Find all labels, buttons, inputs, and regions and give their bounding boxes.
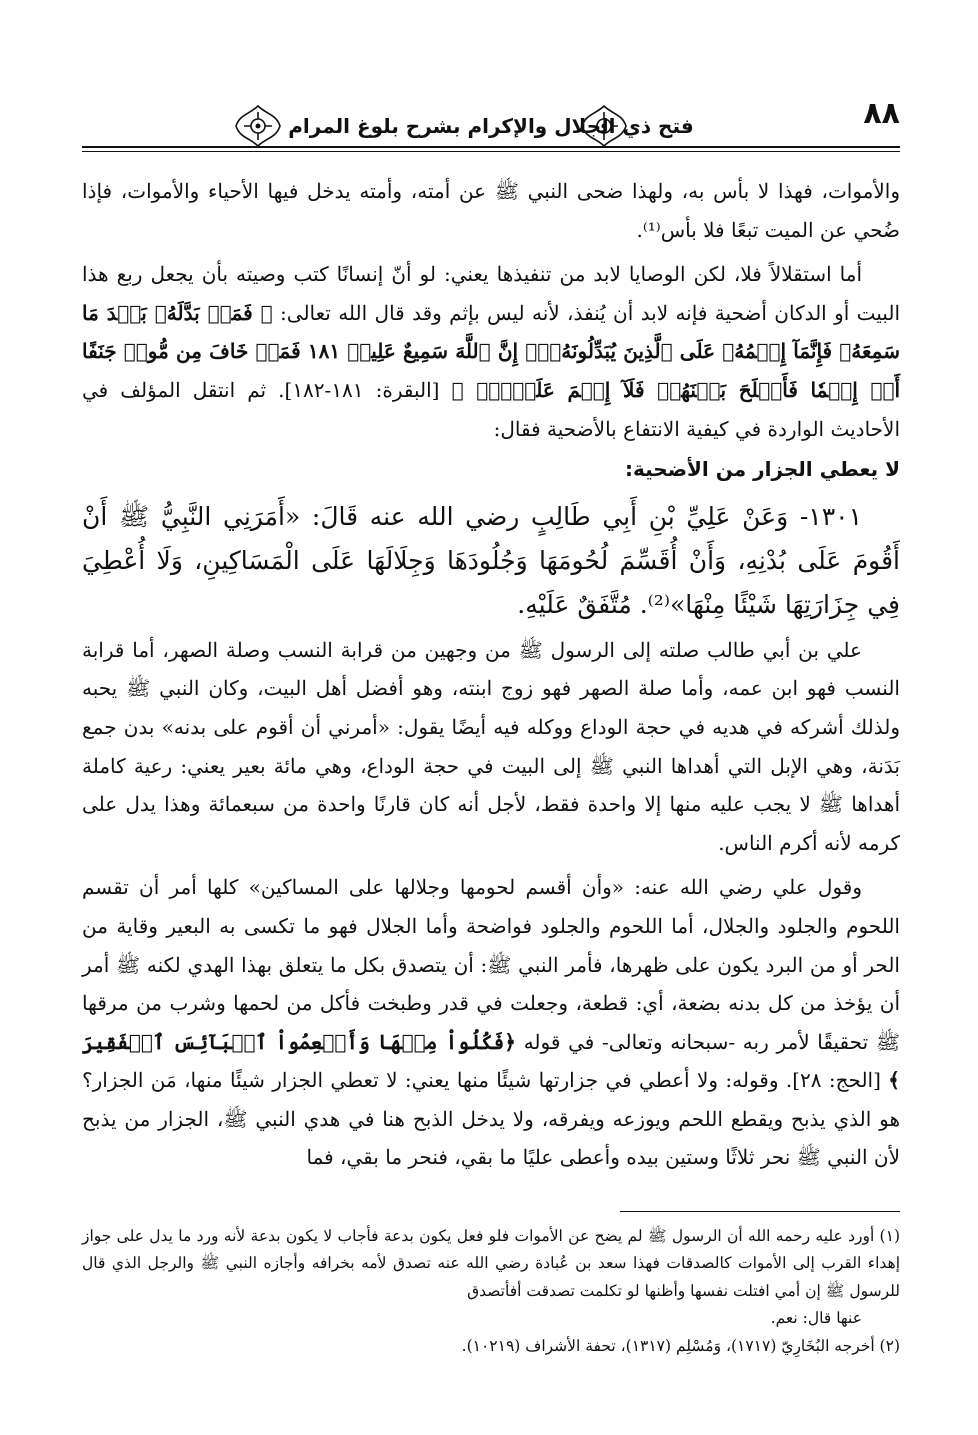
quran-verse: ﴿فَكُلُواْ مِنۡهَا وَأَطۡعِمُواْ ٱلۡبَآئِسَ ٱلۡفَقِيرَ ﴾	[82, 1029, 901, 1093]
hadith-text: ١٣٠١- وَعَنْ عَلِيِّ بْنِ أَبِي طَالِبٍ رضي الله عنه قَالَ: «أَمَرَنِي النَّبِيُّ ﷺ أَنْ أَقُومَ عَلَى بُدْنِهِ، وَأَنْ أُقَسِّمَ لُحُومَهَا وَجُلُودَهَا وَجِلَالَهَا عَلَى الْمَسَاكِينِ، وَلَا أُعْطِيَ فِي جِزَارَتِهَا شَيْئًا مِنْهَا»⁽²⁾. مُتَّفَقٌ عَلَيْهِ.	[82, 501, 900, 619]
paragraph	[82, 868, 900, 1177]
verse-reference: [الحج: ٢٨]	[792, 1068, 881, 1093]
section-heading: لا يعطي الجزار من الأضحية:	[624, 457, 900, 482]
footnote-continuation: عنها قال: نعم.	[770, 1309, 862, 1328]
page-header	[82, 96, 900, 156]
paragraph-text: أما استقلالاً فلا، لكن الوصايا لابد من تنفيذها يعني: لو أنّ إنسانًا كتب وصيته بأن يجعل ربع هذا البيت أو الدكان أضحية فإنه لابد أن يُنفذ، لأنه ليس بإثم وقد قال الله تعالى:	[82, 262, 900, 325]
header-rule	[82, 146, 900, 148]
paragraph: والأموات، فهذا لا بأس به، ولهذا ضحى النبي ﷺ عن أمته، وأمته يدخل فيها الأحياء والأموات، فإذا ضُحي عن الميت تبعًا فلا بأس⁽¹⁾.	[82, 179, 900, 242]
paragraph-text: . وقوله: ولا أعطي في جزارتها شيئًا منها يعني: لا تعطي الجزار شيئًا منها، مَن الجزار؟ هو الذي يذبح ويقطع اللحم ويوزعه ويفرقه، ولا يدخل الذبح هنا في هدي النبي ﷺ، الجزار من يذبح لأن النبي ﷺ نحر ثلاثًا وستين بيده وأعطى عليًا ما بقي، فنحر ما بقي، فما	[82, 1068, 900, 1170]
header-rule-thin	[82, 151, 900, 152]
paragraph-text: . ثم انتقل المؤلف في الأحاديث الواردة في كيفية الانتفاع بالأضحية فقال:	[82, 377, 900, 441]
footnote: (٢) أخرجه البُخَارِيّ (١٧١٧)، وَمُسْلِم (١٣١٧)، تحفة الأشراف (١٠٢١٩).	[461, 1336, 900, 1355]
footnote: (١) أورد عليه رحمه الله أن الرسول ﷺ لم يضح عن الأموات فلو فعل يكون بدعة فأجاب لا يكون بدعة لأنه ورد ما يدل على جواز إهداء القرب إلى الأموات كالصدقات فهذا سعد بن عُبادة رضي الله عنه تصدق لأمه بخرافه وأجازه النبي ﷺ والرجل الذي قال للرسول ﷺ إن أمي افتلت نفسها وأظنها لو تكلمت تصدقت أفأتصدق	[82, 1227, 900, 1300]
paragraph	[82, 255, 900, 448]
paragraph: علي بن أبي طالب صلته إلى الرسول ﷺ من وجهين من قرابة النسب وصلة الصهر، أما قرابة النسب فهو ابن عمه، وأما صلة الصهر فهو زوج ابنته، وهو أفضل أهل البيت، وكان النبي ﷺ يحبه ولذلك أشركه في هديه في حجة الوداع ووكله فيه أيضًا يقول: «أمرني أن أقوم على بدنه» بدن جمع بَدَنة، وهي الإبل التي أهداها النبي ﷺ إلى البيت في حجة الوداع، وهي مائة بعير يعني: رعية كاملة أهداها ﷺ لا يجب عليه منها إلا واحدة فقط، لأجل أنه كان قارنًا واحدة من سبعمائة وهذا يدل على كرمه لأنه أكرم الناس.	[82, 637, 900, 855]
paragraph-text: وقول علي رضي الله عنه: «وأن أقسم لحومها وجلالها على المساكين» كلها أمر أن تقسم اللحوم والجلود والجلال، أما اللحوم والجلود فواضحة وأما الجلال فهو ما تكسى به البعير وقاية من الحر أو من البرد يكون على ظهرها، فأمر النبي ﷺ: أن يتصدق بكل ما يتعلق بهذا الهدي لكنه ﷺ أمر أن يؤخذ من كل بدنه بضعة، أي: قطعة، وجعلت في قدر وطبخت فأكل من لحمها وشرب من مرقها ﷺ تحقيقًا لأمر ربه -سبحانه وتعالى- في قوله	[82, 875, 901, 1054]
main-text	[82, 172, 900, 1177]
footnotes	[82, 1223, 900, 1360]
footnote-rule	[620, 1211, 900, 1212]
page-number: ٨٨	[863, 96, 900, 131]
running-title: فتح ذي الجلال والإكرام بشرح بلوغ المرام	[288, 114, 694, 138]
verse-reference: [البقرة: ١٨١-١٨٢]	[284, 377, 440, 402]
quran-verse: ﴿ فَمَنۢ بَدَّلَهُۥ بَعۡدَ مَا سَمِعَهُۥ فَإِنَّمَآ إِثۡمُهُۥ عَلَى ٱلَّذِينَ يُبَدِّلُونَهُۥٓۚ إِنَّ ٱللَّهَ سَمِيعٌ عَلِيمٞ ١٨١ فَمَنۡ خَافَ مِن مُّوصٖ جَنَفًا أَوۡ إِثۡمٗا فَأَصۡلَحَ بَيۡنَهُمۡ فَلَآ إِثۡمَ عَلَيۡهِۚ ﴾	[82, 300, 901, 402]
header-ornament-left-icon	[232, 102, 284, 150]
